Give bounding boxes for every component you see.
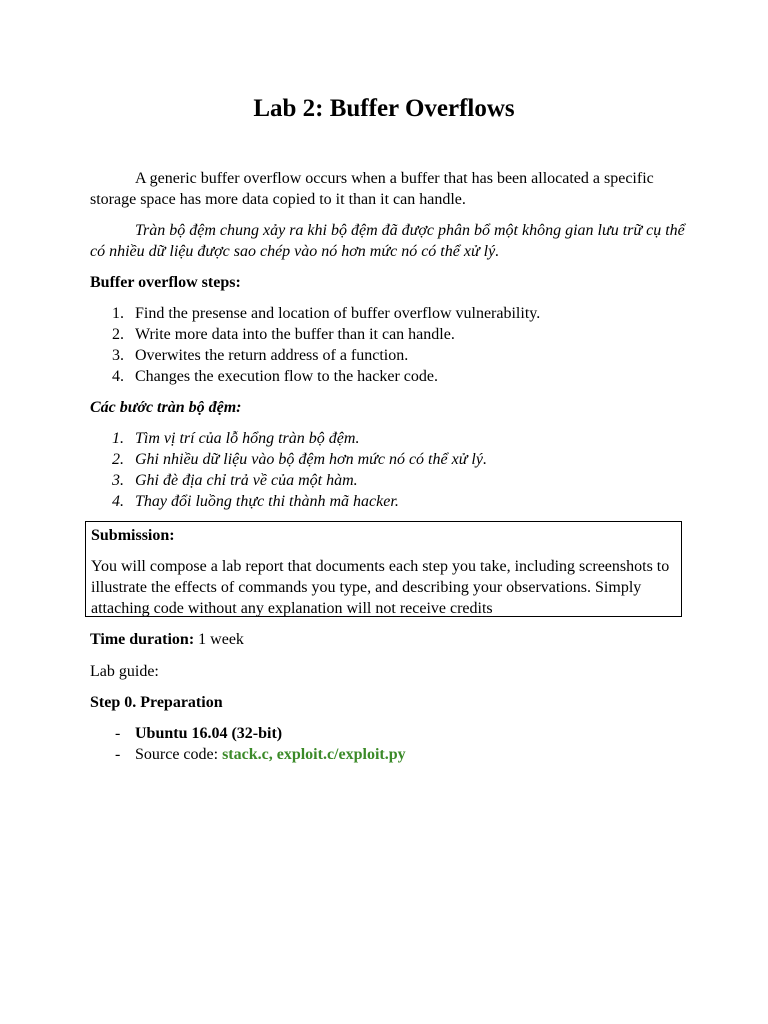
submission-heading: Submission: xyxy=(91,527,175,544)
list-item-text: Changes the execution flow to the hacker code. xyxy=(135,368,438,385)
list-number: 1. xyxy=(112,305,124,322)
list-item xyxy=(90,449,690,470)
source-code-link[interactable]: stack.c, exploit.c/exploit.py xyxy=(222,746,406,763)
list-number: 3. xyxy=(112,472,124,489)
step0-heading: Step 0. Preparation xyxy=(90,694,223,711)
list-item xyxy=(90,428,690,449)
list-item-text: Tìm vị trí của lỗ hổng tràn bộ đệm. xyxy=(135,430,360,447)
steps-list-vi xyxy=(90,428,690,512)
list-item xyxy=(90,324,690,345)
intro-paragraph-vi: Tràn bộ đệm chung xảy ra khi bộ đệm đã được phân bổ một không gian lưu trữ cụ thể có nhiều dữ liệu được sao chép vào nó hơn mức nó có thể xử lý. xyxy=(90,222,685,260)
source-code-label: Source code: xyxy=(135,746,223,763)
list-item xyxy=(90,723,690,744)
list-item xyxy=(90,345,690,366)
lab-guide-label: Lab guide: xyxy=(90,663,159,680)
list-item xyxy=(90,303,690,324)
steps-heading-vi: Các bước tràn bộ đệm: xyxy=(90,399,242,416)
list-item xyxy=(90,744,690,765)
list-item-text: Find the presense and location of buffer overflow vulnerability. xyxy=(135,305,541,322)
list-item xyxy=(90,366,690,387)
list-number: 4. xyxy=(112,493,124,510)
steps-heading-en: Buffer overflow steps: xyxy=(90,274,241,291)
list-item-text: Write more data into the buffer than it can handle. xyxy=(135,326,455,343)
list-number: 2. xyxy=(112,451,124,468)
list-item xyxy=(90,491,690,512)
time-duration-label: Time duration: xyxy=(90,631,195,648)
list-dash: - xyxy=(115,746,121,763)
steps-list-en xyxy=(90,303,690,387)
document-title: Lab 2: Buffer Overflows xyxy=(253,95,515,122)
list-number: 4. xyxy=(112,368,124,385)
list-item-text: Thay đổi luồng thực thi thành mã hacker. xyxy=(135,493,399,510)
list-item-text: Ghi nhiều dữ liệu vào bộ đệm hơn mức nó có thể xử lý. xyxy=(135,451,487,468)
list-dash: - xyxy=(115,725,121,742)
time-duration-value: 1 week xyxy=(194,631,244,648)
submission-box xyxy=(85,521,682,617)
list-item xyxy=(90,470,690,491)
list-item-text: Overwites the return address of a function. xyxy=(135,347,409,364)
list-number: 3. xyxy=(112,347,124,364)
time-duration xyxy=(90,629,686,650)
intro-paragraph-en: A generic buffer overflow occurs when a buffer that has been allocated a specific storage space has more data copied to it than it can handle. xyxy=(90,170,654,208)
list-number: 2. xyxy=(112,326,124,343)
ubuntu-version: Ubuntu 16.04 (32-bit) xyxy=(135,725,283,742)
step0-list xyxy=(90,723,690,765)
list-number: 1. xyxy=(112,430,124,447)
list-item-text: Ghi đè địa chỉ trả về của một hàm. xyxy=(135,472,358,489)
submission-text: You will compose a lab report that documents each step you take, including screenshots to illustrate the effects of commands you type, and describing your observations. Simply attaching code without any explanation will not receive credits xyxy=(91,558,670,617)
